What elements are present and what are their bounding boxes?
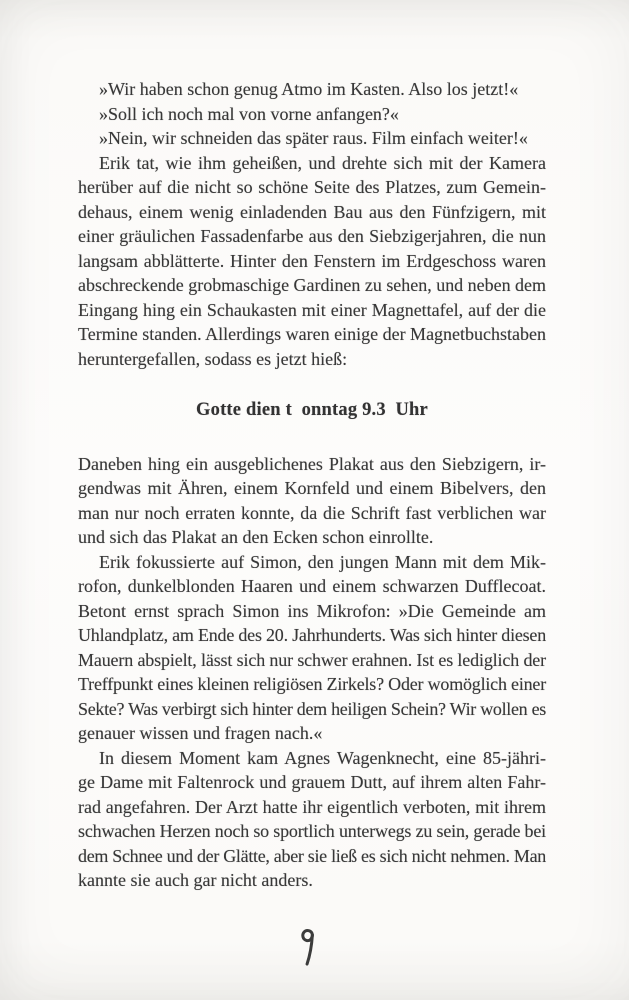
- text-line: gendwas mit Ähren, einem Kornfeld und einem Bibelvers, den: [78, 478, 546, 498]
- text-line: langsam abblätterte. Hinter den Fenstern im Erdgeschoss waren: [78, 250, 546, 271]
- text-line: herüber auf die nicht so schöne Seite des Platzes, zum Gemein-: [78, 177, 546, 197]
- text-line: Daneben hing ein ausgeblichenes Plakat aus den Siebzigern, ir-: [78, 453, 546, 474]
- magnet-board-heading: Gotte dien t onntag 9.3 Uhr: [196, 400, 428, 420]
- text-line: Mauern abspielt, lässt sich nur schwer erahnen. Ist es lediglich der: [78, 649, 546, 670]
- text-line: Erik fokussierte auf Simon, den jungen Mann mit dem Mik-: [99, 551, 546, 572]
- text-line: Betont ernst sprach Simon ins Mikrofon: »Die Gemeinde am: [78, 600, 546, 621]
- paragraph: [78, 151, 546, 372]
- text-line: Eingang hing ein Schaukasten mit einer Magnettafel, auf der die: [78, 299, 546, 320]
- text-line: In diesem Moment kam Agnes Wagenknecht, eine 85-jähri-: [99, 747, 546, 768]
- text-line: rofon, dunkelblonden Haaren und einem schwarzen Dufflecoat.: [78, 576, 546, 596]
- text-line: rad angefahren. Der Arzt hatte ihr eigentlich verboten, mit ihrem: [78, 796, 546, 817]
- handwritten-page-number-digit: [294, 926, 318, 969]
- paragraph: [78, 452, 546, 550]
- text-line: dehaus, einem wenig einladenden Bau aus den Fünfzigern, mit: [78, 201, 546, 222]
- text-line: »Wir haben schon genug Atmo im Kasten. Also los jetzt!«: [99, 79, 519, 99]
- paragraph: [78, 550, 546, 746]
- text-line: genauer wissen und fragen nach.«: [78, 723, 323, 743]
- text-line: heruntergefallen, sodass es jetzt hieß:: [78, 348, 348, 369]
- text-line: man nur noch erraten konnte, da die Schrift fast verblichen war: [78, 502, 546, 523]
- paragraph: [78, 126, 546, 151]
- text-line: Termine standen. Allerdings waren einige der Magnetbuchstaben: [78, 324, 546, 344]
- text-line: schwachen Herzen noch so sportlich unterwegs zu sein, gerade bei: [78, 821, 546, 841]
- text-line: Uhlandplatz, am Ende des 20. Jahrhunderts. Was sich hinter diesen: [78, 625, 546, 645]
- text-line: und sich das Plakat an den Ecken schon einrollte.: [78, 527, 434, 547]
- paragraph: [78, 746, 546, 893]
- text-line: kannte sie auch gar nicht anders.: [78, 870, 313, 890]
- text-line: ge Dame mit Faltenrock und grauem Dutt, auf ihrem alten Fahr-: [78, 772, 546, 792]
- page-text: [78, 77, 546, 893]
- text-line: »Soll ich noch mal von vorne anfangen?«: [99, 103, 399, 124]
- text-line: »Nein, wir schneiden das später raus. Film einfach weiter!«: [99, 128, 528, 148]
- text-line: dem Schnee und der Glätte, aber sie ließ es sich nicht nehmen. Man: [78, 845, 546, 866]
- text-line: abschreckende grobmaschige Gardinen zu sehen, und neben dem: [78, 275, 546, 295]
- text-line: Erik tat, wie ihm geheißen, und drehte sich mit der Kamera: [99, 152, 546, 173]
- page-number: [0, 927, 629, 969]
- paragraph: [78, 77, 546, 102]
- text-line: Sekte? Was verbirgt sich hinter dem heiligen Schein? Wir wollen es: [78, 698, 546, 719]
- text-line: Treffpunkt eines kleinen religiösen Zirkels? Oder womöglich einer: [78, 674, 546, 694]
- paragraph: [78, 102, 546, 127]
- text-line: einer gräulichen Fassadenfarbe aus den Siebzigerjahren, die nun: [78, 226, 546, 246]
